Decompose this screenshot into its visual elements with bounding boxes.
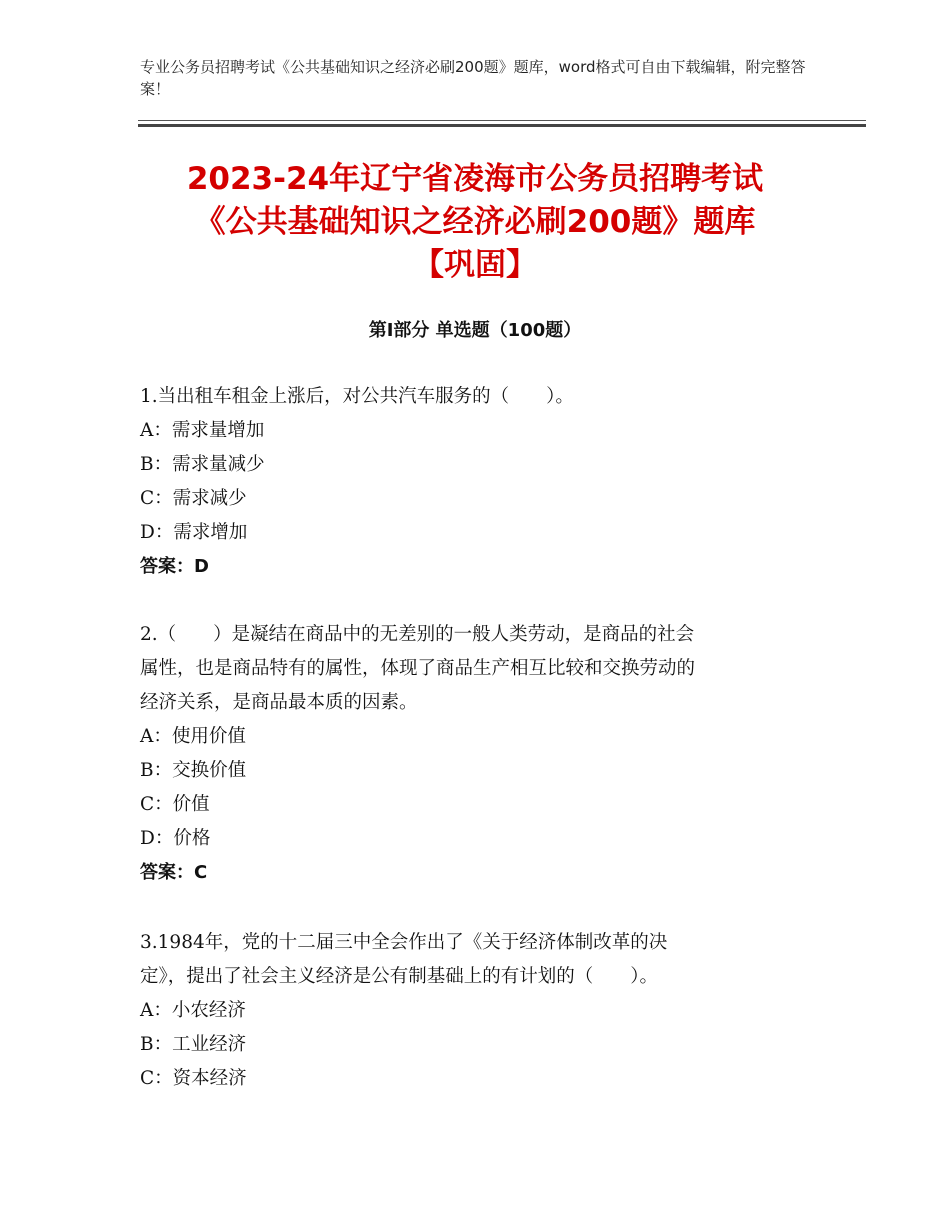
header-divider-thin <box>138 120 866 121</box>
option-a: A：小农经济 <box>140 1000 246 1021</box>
option-a: A：使用价值 <box>140 726 246 747</box>
title-line-3: 【巩固】 <box>413 247 537 283</box>
question-2 <box>140 618 810 890</box>
title-line-1: 2023-24年辽宁省凌海市公务员招聘考试 <box>186 161 764 197</box>
section-heading: 第Ⅰ部分 单选题（100题） <box>368 320 582 341</box>
option-c: C：价值 <box>140 794 210 815</box>
question-text: 经济关系，是商品最本质的因素。 <box>140 692 418 713</box>
option-c: C：资本经济 <box>140 1068 247 1089</box>
question-text: 定》，提出了社会主义经济是公有制基础上的有计划的（ ）。 <box>140 966 659 987</box>
option-b: B：需求量减少 <box>140 454 265 475</box>
question-text: 属性，也是商品特有的属性，体现了商品生产相互比较和交换劳动的 <box>140 658 696 679</box>
question-text: 3.1984年，党的十二届三中全会作出了《关于经济体制改革的决 <box>140 932 668 953</box>
question-3 <box>140 926 810 1096</box>
option-d: D：价格 <box>140 828 211 849</box>
answer: 答案：C <box>140 862 208 883</box>
question-text: 1.当出租车租金上涨后，对公共汽车服务的（ ）。 <box>140 386 574 407</box>
question-text: 2.（ ）是凝结在商品中的无差别的一般人类劳动，是商品的社会 <box>140 624 695 645</box>
option-b: B：工业经济 <box>140 1034 247 1055</box>
document-title <box>100 158 850 287</box>
title-line-2: 《公共基础知识之经济必刷200题》题库 <box>194 204 756 240</box>
option-a: A：需求量增加 <box>140 420 265 441</box>
option-b: B：交换价值 <box>140 760 247 781</box>
question-1 <box>140 380 810 584</box>
option-d: D：需求增加 <box>140 522 248 543</box>
answer: 答案：D <box>140 556 209 577</box>
header-note: 专业公务员招聘考试《公共基础知识之经济必刷200题》题库，word格式可自由下载编辑，附完整答案！ <box>140 58 806 98</box>
option-c: C：需求减少 <box>140 488 247 509</box>
header-divider-thick <box>138 124 866 127</box>
